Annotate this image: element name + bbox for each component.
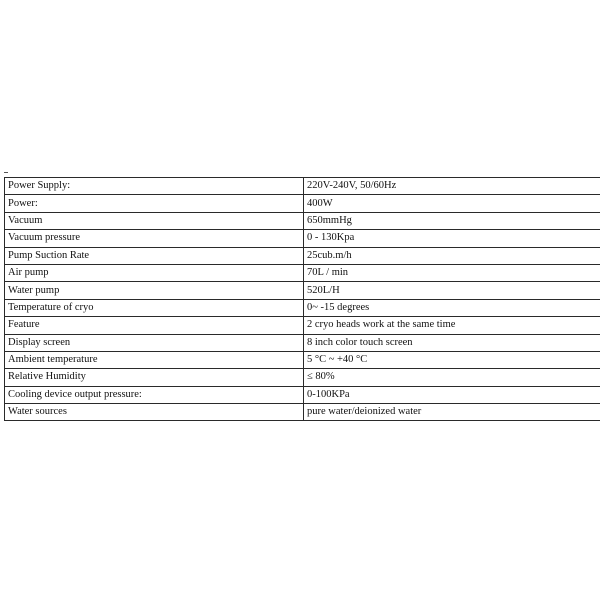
param-value: 5 °C ~ +40 °C xyxy=(304,351,600,368)
table-row xyxy=(5,299,600,316)
table-row xyxy=(5,247,600,264)
table-row xyxy=(5,369,600,386)
param-value: 0-100KPa xyxy=(304,386,600,403)
table-row xyxy=(5,195,600,212)
param-value: 520L/H xyxy=(304,282,600,299)
table-row xyxy=(5,264,600,281)
table-row xyxy=(5,212,600,229)
param-value: 2 cryo heads work at the same time xyxy=(304,317,600,334)
param-name: Air pump xyxy=(5,264,304,281)
table-row xyxy=(5,386,600,403)
param-value: 0~ -15 degrees xyxy=(304,299,600,316)
table-row xyxy=(5,334,600,351)
table-row xyxy=(5,230,600,247)
table-row xyxy=(5,351,600,368)
param-value: 8 inch color touch screen xyxy=(304,334,600,351)
param-name: Vacuum pressure xyxy=(5,230,304,247)
param-name: Power: xyxy=(5,195,304,212)
param-name: Display screen xyxy=(5,334,304,351)
param-name: Water pump xyxy=(5,282,304,299)
param-name: Vacuum xyxy=(5,212,304,229)
specification-table xyxy=(4,177,600,421)
param-name: Water sources xyxy=(5,404,304,421)
param-value: 25cub.m/h xyxy=(304,247,600,264)
table-row xyxy=(5,178,600,195)
param-value: 650mmHg xyxy=(304,212,600,229)
param-name: Feature xyxy=(5,317,304,334)
param-name: Pump Suction Rate xyxy=(5,247,304,264)
param-value: pure water/deionized water xyxy=(304,404,600,421)
table-row xyxy=(5,317,600,334)
param-value: 220V-240V, 50/60Hz xyxy=(304,178,600,195)
param-value: 0 - 130Kpa xyxy=(304,230,600,247)
param-name: Power Supply: xyxy=(5,178,304,195)
param-value: ≤ 80% xyxy=(304,369,600,386)
table-row xyxy=(5,404,600,421)
param-name: Ambient temperature xyxy=(5,351,304,368)
param-value: 70L / min xyxy=(304,264,600,281)
param-name: Temperature of cryo xyxy=(5,299,304,316)
table-row xyxy=(5,282,600,299)
param-value: 400W xyxy=(304,195,600,212)
param-name: Cooling device output pressure: xyxy=(5,386,304,403)
page-mark xyxy=(4,172,8,173)
param-name: Relative Humidity xyxy=(5,369,304,386)
